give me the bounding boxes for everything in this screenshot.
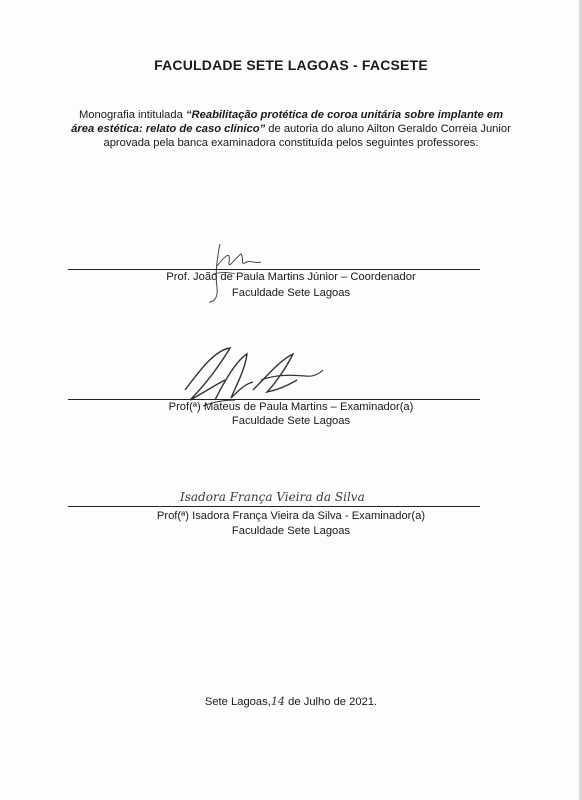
signatory-name-1: Prof. João de Paula Martins Júnior – Coordenador: [166, 271, 416, 283]
monograph-title: “Reabilitação protética de coroa unitária sobre implante em área estética: relato de caso clínico”: [71, 109, 504, 135]
date-day: 14: [270, 695, 286, 708]
signature-line-3: [68, 506, 480, 507]
signature-line-1: [68, 269, 480, 270]
date-line: [0, 695, 582, 708]
signatory-institution-3: Faculdade Sete Lagoas: [231, 525, 351, 537]
intro-paragraph: [70, 108, 512, 150]
signatory-name-2: Prof(ª) Mateus de Paula Martins – Examinador(a): [168, 401, 414, 413]
signature-line-2: [68, 399, 480, 400]
signatory-institution-2: Faculdade Sete Lagoas: [231, 415, 351, 427]
signatory-name-3: Prof(ª) Isadora França Vieira da Silva - Examinador(a): [156, 510, 426, 522]
intro-post: de autoria do aluno Ailton Geraldo Correia Junior aprovada pela banca examinadora constituída pelos seguintes professores:: [103, 123, 511, 149]
signatory-institution-1: Faculdade Sete Lagoas: [231, 287, 351, 299]
page-title: FACULDADE SETE LAGOAS - FACSETE: [154, 57, 428, 73]
date-place: Sete Lagoas,: [204, 696, 271, 708]
handwritten-signature-text: Isadora França Vieira da Silva: [180, 490, 365, 504]
intro-pre: Monografia intitulada: [78, 109, 186, 121]
date-rest: de Julho de 2021.: [285, 696, 378, 708]
